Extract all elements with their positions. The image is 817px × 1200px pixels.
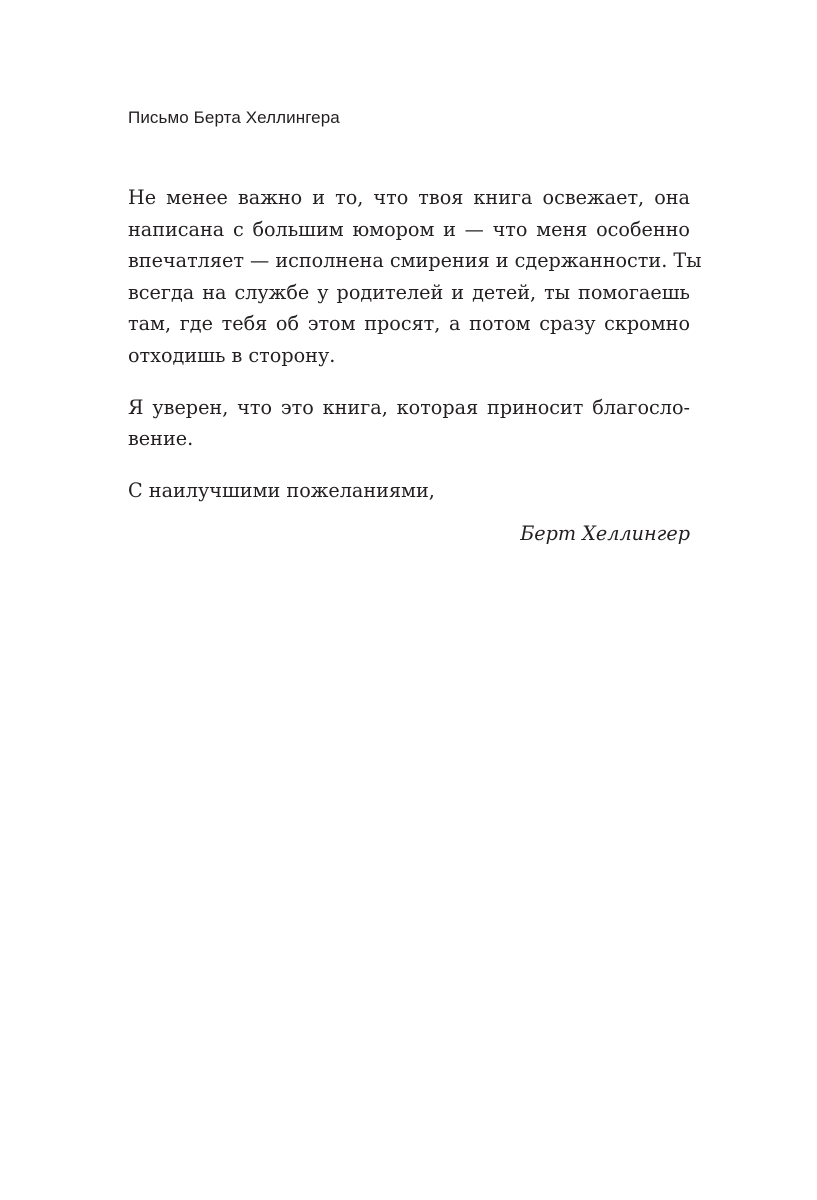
text-line: Не менее важно и то, что твоя книга освежает, она <box>128 186 690 209</box>
paragraph-1 <box>128 182 702 372</box>
text-line: впечатляет — исполнена смирения и сдержанности. Ты <box>128 249 702 273</box>
text-line: С наилучшими пожеланиями, <box>128 478 435 502</box>
book-page <box>128 0 702 1200</box>
text-line: всегда на службе у родителей и детей, ты помогаешь <box>128 280 690 304</box>
running-head: Письмо Берта Хеллингера <box>128 108 340 127</box>
letter-body <box>128 182 702 550</box>
text-line: написана с большим юмором и — что меня особенно <box>128 217 690 241</box>
closing-line <box>128 475 690 507</box>
signature: Берт Хеллингер <box>520 522 690 546</box>
text-line: отходишь в сторону. <box>128 343 336 367</box>
text-line: вение. <box>128 427 194 451</box>
text-line: там, где тебя об этом просят, а потом сразу скромно <box>128 312 690 336</box>
text-line: Я уверен, что это книга, которая приносит благосло- <box>128 395 690 419</box>
paragraph-2 <box>128 392 690 455</box>
